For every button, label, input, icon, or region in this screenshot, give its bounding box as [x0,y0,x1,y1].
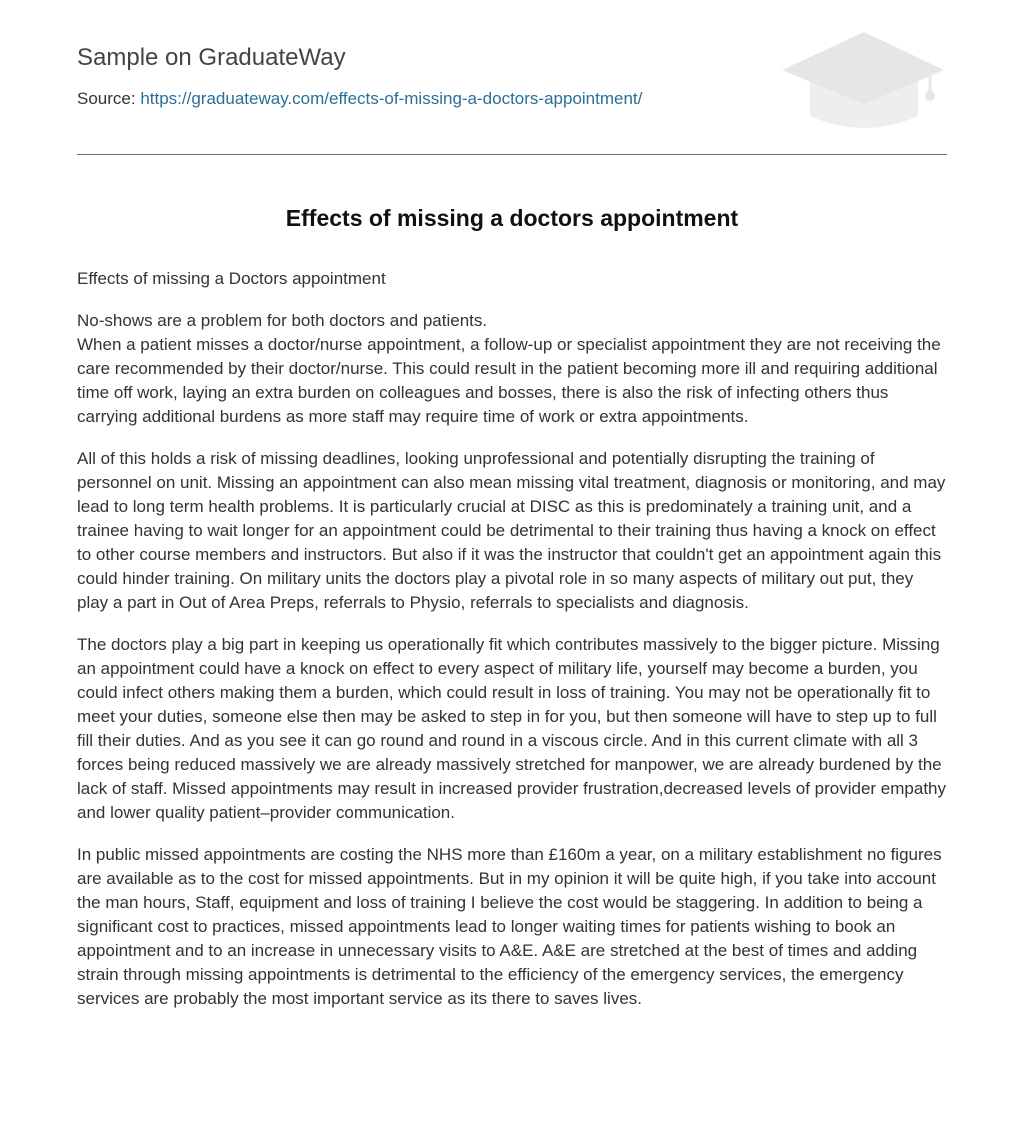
article-subtitle: Effects of missing a Doctors appointment [77,269,386,288]
article-title: Effects of missing a doctors appointment [285,205,739,231]
source-line [77,89,642,109]
paragraph-1-line-1: No-shows are a problem for both doctors and patients. [77,311,488,330]
paragraph-1 [77,309,947,429]
site-name: Sample on GraduateWay [77,44,346,71]
source-label: Source: [77,89,136,108]
article-body [77,267,947,1029]
paragraph-3: The doctors play a big part in keeping us operationally fit which contributes massively to the bigger picture. Missing an appointment could have a knock on effect to every aspect of military life, yourself may become a burden, you could infect others making them a burden, which could result in loss of training. You may not be operationally fit to meet your duties, someone else then may be asked to step in for you, but then someone will have to step up to full fill their duties. And as you see it can go round and round in a viscous circle. And in this current climate with all 3 forces being reduced massively we are already massively stretched for manpower, we are already burdened by the lack of staff. Missed appointments may result in increased provider frustration,decreased levels of provider empathy and lower quality patient–provider communication. [77,635,946,822]
paragraph-4: In public missed appointments are costing the NHS more than £160m a year, on a military establishment no figures are available as to the cost for missed appointments. But in my opinion it will be quite high, if you take into account the man hours, Staff, equipment and loss of training I believe the cost would be staggering. In addition to being a significant cost to practices, missed appointments lead to longer waiting times for patients wishing to book an appointment and to an increase in unnecessary visits to A&E. A&E are stretched at the best of times and adding strain through missing appointments is detrimental to the efficiency of the emergency services, the emergency services are probably the most important service as its there to saves lives. [77,845,942,1008]
paragraph-2: All of this holds a risk of missing deadlines, looking unprofessional and potentially disrupting the training of personnel on unit. Missing an appointment can also mean missing vital treatment, diagnosis or monitoring, and may lead to long term health problems. It is particularly crucial at DISC as this is predominately a training unit, and a trainee having to wait longer for an appointment could be detrimental to their training thus having a knock on effect to other course members and instructors. But also if it was the instructor that couldn't get an appointment again this could hinder training. On military units the doctors play a pivotal role in so many aspects of military out put, they play a part in Out of Area Preps, referrals to Physio, referrals to specialists and diagnosis. [77,449,946,612]
graduation-cap-icon [780,28,948,132]
header-divider [77,154,947,155]
source-link[interactable]: https://graduateway.com/effects-of-missing-a-doctors-appointment/ [140,89,643,108]
paragraph-1-line-2: When a patient misses a doctor/nurse appointment, a follow-up or specialist appointment they are not receiving the care recommended by their doctor/nurse. This could result in the patient becoming more ill and requiring additional time off work, laying an extra burden on colleagues and bosses, there is also the risk of infecting others thus carrying additional burdens as more staff may require time of work or extra appointments. [77,335,941,426]
